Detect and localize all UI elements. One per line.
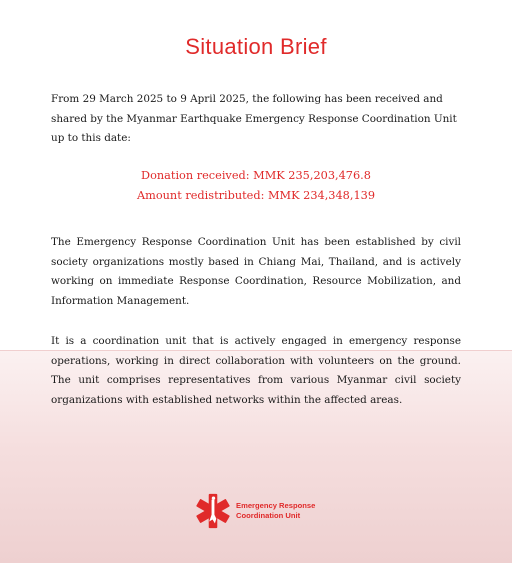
intro-paragraph: From 29 March 2025 to 9 April 2025, the following has been received and shared by the Myanmar Earthquake Emergency Response Coordination Unit up to this date: — [51, 93, 457, 144]
logo-line-1: Emergency Response — [236, 501, 316, 510]
logo-text — [236, 501, 315, 521]
funding-summary — [0, 166, 512, 206]
logo-line-2: Coordination Unit — [236, 511, 301, 520]
operations-paragraph: It is a coordination unit that is actively engaged in emergency response operations, working in direct collaboration with volunteers on the ground. The unit comprises representatives from various Myanmar civil society organizations with established networks within the affected areas. — [51, 335, 461, 406]
about-paragraph: The Emergency Response Coordination Unit has been established by civil society organizations mostly based in Chiang Mai, Thailand, and is actively working on immediate Response Coordination, Resource Mobilization, and Information Management. — [51, 236, 461, 307]
organization-logo — [194, 492, 315, 530]
star-of-life-icon — [194, 492, 232, 530]
amount-redistributed: Amount redistributed: MMK 234,348,139 — [136, 189, 376, 202]
donation-received: Donation received: MMK 235,203,476.8 — [141, 169, 371, 182]
page-title: Situation Brief — [185, 34, 327, 59]
